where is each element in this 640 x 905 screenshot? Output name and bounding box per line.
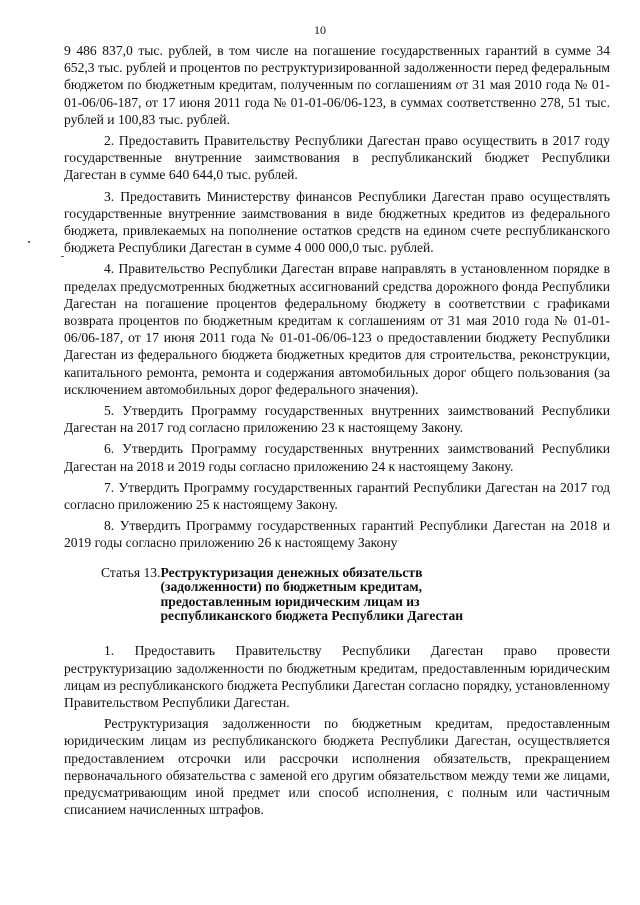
article-label: Статья 13. [101,564,161,580]
paragraph-article13-item-1: 1. Предоставить Правительству Республики Дагестан право провести реструктуризацию задолженности по бюджетным кредитам, предоставленным юридическим лицам из республиканского бюджета Республики Дагестан согласно порядку, установленному Правительством Республики Дагестан. [64,643,610,710]
paragraph-item-6: 6. Утвердить Программу государственных внутренних заимствований Республики Дагестан на 2018 и 2019 годы согласно приложению 24 к настоящему Закону. [64,441,610,474]
paragraph-item-2: 2. Предоставить Правительству Республики Дагестан право осуществить в 2017 году государственные внутренние заимствования в республиканский бюджет Республики Дагестан в сумме 640 644,0 тыс. рублей. [64,133,610,183]
article-title [160,566,463,624]
article-title-line: предоставленным юридическим лицам из [160,593,420,609]
paragraph-item-7: 7. Утвердить Программу государственных гарантий Республики Дагестан на 2017 год согласно приложению 25 к настоящему Закону. [64,479,610,513]
paragraph-article13-restructuring: Реструктуризация задолженности по бюджетным кредитам, предоставленным юридическим лицам из республиканского бюджета Республики Дагестан, осуществляется предоставлением отсрочки или рассрочки исполнения обязательств, прекращением первоначального обязательства с заменой его другим обязательством между теми же лицами, предусматривающим иной предмет или способ исполнения, с полным или частичным списанием начисленных штрафов. [64,716,610,818]
paragraph-continuation: 9 486 837,0 тыс. рублей, в том числе на погашение государственных гарантий в сумме 34 652,3 тыс. рублей и процентов по реструктуризированной задолженности перед федеральным бюджетом по бюджетным кредитам, полученным по соглашениям от 31 мая 2010 года № 01-01-06/06-187, от 17 июня 2011 года № 01-01-06/06-123, в суммах соответственно 278, 51 тыс. рублей и 100,83 тыс. рублей. [64,43,610,127]
article-title-line: (задолженности) по бюджетным кредитам, [160,579,423,595]
article-title-line: республиканского бюджета Республики Дагестан [160,607,464,623]
document-body [64,42,610,822]
paragraph-item-4: 4. Правительство Республики Дагестан вправе направлять в установленном порядке в пределах предусмотренных бюджетных ассигнований средства дорожного фонда Республики Дагестан на погашение процентов федеральному бюджету в соответствии с графиками возврата процентов по бюджетным кредитам к соглашениям от 31 мая 2010 года № 01-01-06/06-187, от 17 июня 2011 года № 01-01-06/06-123 о предоставлении бюджету Республики Дагестан из федерального бюджета бюджетных кредитов для строительства, реконструкции, капитального ремонта, ремонта и содержания автомобильных дорог общего пользования (за исключением автомобильных дорог федерального значения). [64,261,610,397]
page-number: 10 [314,23,326,37]
article-heading [101,566,610,624]
scan-speck [28,241,30,243]
paragraph-item-3: 3. Предоставить Министерству финансов Республики Дагестан право осуществлять государственные внутренние заимствования в виде бюджетных кредитов из федерального бюджета, привлекаемых на пополнение остатков средств на едином счете республиканского бюджета Республики Дагестан в сумме 4 000 000,0 тыс. рублей. [64,188,610,256]
paragraph-item-8: 8. Утвердить Программу государственных гарантий Республики Дагестан на 2018 и 2019 годы согласно приложению 26 к настоящему Закону [64,518,610,551]
article-title-line: Реструктуризация денежных обязательств [160,564,423,580]
paragraph-item-5: 5. Утвердить Программу государственных внутренних заимствований Республики Дагестан на 2017 год согласно приложению 23 к настоящему Закону. [64,403,610,436]
